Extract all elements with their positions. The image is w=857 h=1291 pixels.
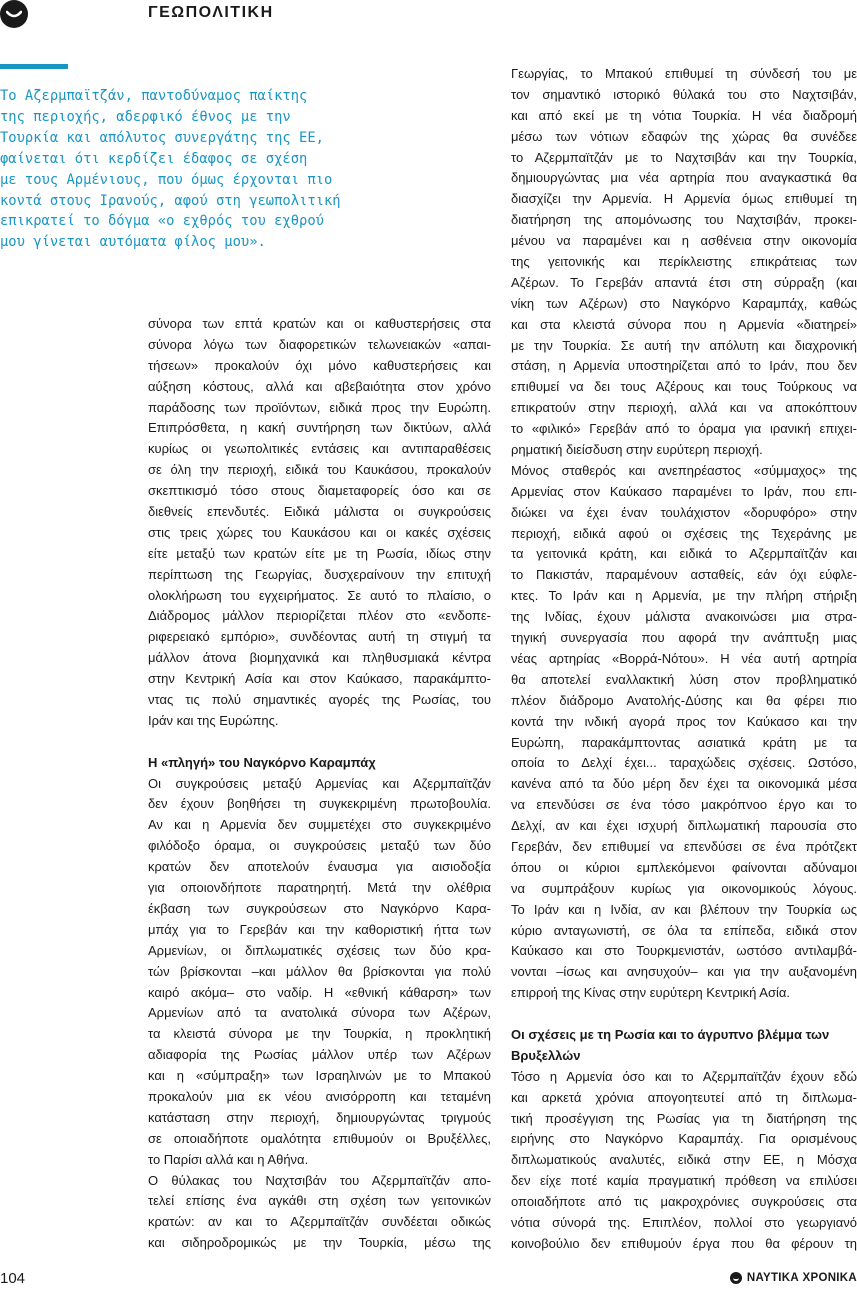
text-line: νότια σύνορά της. Επιπλέον, πολλοί στο γεωργιανό [511,1214,857,1230]
text-line: Αρμενίας στον Καύκασο παραμένει το Ιράν, που επι- [511,483,857,499]
text-line: κατάσταση στην περιοχή, δημιουργώντας τριγμούς [148,1109,491,1125]
text-line: ριφερειακό εμπόριο», συνδέοντας αυτή τη στιγμή τα [148,629,491,645]
text-line: τα κλειστά σύνορα με την Τουρκία, η προκλητική [148,1026,491,1042]
text-line: τών βρίσκονται –και μάλλον θα βρίσκονται για πολύ [148,963,491,979]
text-line: περίπτωση της Γεωργίας, δυσχεραίνουν την επιτυχή [148,566,491,582]
subheading: Βρυξελλών [511,1047,581,1063]
text-line: ολοκλήρωση του εγχειρήματος. Σε αυτό το πλαίσιο, ο [148,587,491,603]
text-line: τηγική συνεργασία που αφορά την ανάπτυξη μιας [511,630,857,646]
text-line: τήσεων» προκαλούν όχι μόνο καθυστερήσεις και [148,357,491,373]
text-line: Επιπρόσθετα, η κακή συντήρηση των δικτύων, αλλά [148,420,491,436]
text-line: έκβαση των συγκρούσεων στο Ναγκόρνο Καρα- [148,900,491,916]
text-line: διατήρηση της απομόνωσης του Ναχτσιβάν, προκει- [511,212,857,228]
text-line: Αζέρων. Το Γερεβάν απαντά έτσι στη σύρραξη (και [511,274,857,290]
text-line: καιρό ακόμα– στο ναδίρ. Η «εθνική κάθαρση» των [148,984,491,1000]
text-line: επιρροή της Κίνας στην ευρύτερη Κεντρική Ασία. [511,985,791,1001]
pullquote-line: μου γίνεται αυτόματα φίλος μου». [0,234,266,251]
text-line: οποιαδήποτε από τις μακροχρόνιες συγκρούσεις στα [511,1194,857,1210]
pullquote-line: της περιοχής, αδερφικό έθνος με την [0,108,291,125]
text-line: κοινοβούλιο δεν επιθυμούν έργα που θα φέρουν τη [511,1235,857,1251]
footer-brand [730,1272,857,1284]
text-line: κρατών: αν και το Αζερμπαϊτζάν συνδέεται οδικώς [148,1214,491,1230]
text-line: μένου να παραμένει και η ασθένεια στην οικονομία [511,233,857,249]
text-line: περιοχή, ειδικά αφού οι σχέσεις της Τεχεράνης με [511,525,857,541]
text-line: Αν και η Αρμενία δεν συμμετέχει στο συγκεκριμένο [148,817,491,833]
text-line: θα αποτελεί εναλλακτική λύση στον προβληματικό [511,671,857,687]
text-line: και σιδηροδρομικώς με την Τουρκία, μέσω της [148,1235,491,1251]
text-line: ρηματική διείσδυση στην ευρύτερη περιοχή. [511,442,763,458]
text-line: στις τρεις χώρες του Καυκάσου και οι κακές σχέσεις [148,524,491,540]
text-line: δεν είχε ποτέ καμία πραγματική πρόθεση να επιλύσει [511,1173,857,1189]
text-line: κυρίως οι γεωπολιτικές εντάσεις και αντιπαραθέσεις [148,441,491,457]
pullquote-line: Το Αζερμπαϊτζάν, παντοδύναμος παίκτης [0,88,308,104]
text-line: για οποιονδήποτε παρατηρητή. Μετά την ολέθρια [148,880,491,896]
left-column [148,314,491,1254]
text-line: διασχίζει την Αρμενία. Η Αρμενία όμως επιθυμεί τη [511,191,857,207]
text-line: ειρήνης στο Ναγκόρνο Καραμπάχ. Για ορισμένους [511,1131,857,1147]
text-line: τελεί επίσης ένα αγκάθι στη σχέση των γειτονικών [148,1193,491,1209]
text-line: Ο θύλακας του Ναχτσιβάν του Αζερμπαϊτζάν απο- [148,1172,491,1188]
text-line: νίκη των Αζέρων) στο Ναγκόρνο Καραμπάχ, καθώς [511,295,857,311]
text-line: το Πακιστάν, παραμένουν ασταθείς, εάν όχι εύφλε- [511,567,857,583]
text-line: κανένα από τα δύο μέρη δεν έχει τα οικονομικά μέσα [511,776,857,792]
text-line: φιλόδοξο όραμα, οι συγκρούσεις μεταξύ των δύο [148,838,491,854]
text-line: τα γειτονικά κράτη, και ειδικά το Αζερμπαϊτζάν και [511,546,857,562]
text-line: διεθνείς επενδυτές. Ειδικά μάλιστα οι συγκρούσεις [148,504,491,520]
text-line: είτε μεταξύ των κρατών είτε με τη Ρωσία, ιδίως στην [148,545,491,561]
text-line: της γειτονικής και περίκλειστης επικράτειας των [511,254,857,270]
text-line: στάση, η Αρμενία υποστηρίζεται από το Ιράν, που δεν [511,358,857,374]
text-line: σε οποιαδήποτε ομαλότητα επιθυμούν οι Βρυξέλλες, [148,1130,491,1146]
text-line: διπλωματικούς αναλυτές, ειδικά στην ΕΕ, η Μόσχα [511,1152,857,1168]
text-line: κύριο ανταγωνιστή, σε όλα τα επίπεδα, ειδικά στον [511,922,857,938]
text-line: επιθυμεί να δει τους Αζέρους και τους Τούρκους να [511,379,857,395]
section-title: ΓΕΩΠΟΛΙΤΙΚΗ [148,4,274,21]
text-line: επικρατούν στην περιοχή, αλλά και να αποκόπτουν [511,400,857,416]
pullquote-line: κοντά στους Ιρανούς, αφού στη γεωπολιτική [0,192,341,209]
text-line: κρατών δεν αποτελούν έναυσμα για αισιοδοξία [148,859,491,875]
text-line: Μόνος σταθερός και ανεπηρέαστος «σύμμαχος» της [511,462,857,478]
text-line: όπου οι κύριοι εμπλεκόμενοι φαίνονται αδύναμοι [511,859,857,875]
text-line: Οι συγκρούσεις μεταξύ Αρμενίας και Αζερμπαϊτζάν [148,775,491,791]
text-line: Γεωργίας, το Μπακού επιθυμεί τη σύνδεσή του με [511,66,857,81]
text-line: και αρκετά χρόνια απογοητευτεί από τη διπλωμα- [511,1089,857,1105]
text-line: διώκει να έχει έναν τουλάχιστον «δορυφόρο» στην [511,504,857,520]
magazine-logo-icon [0,0,28,28]
text-line: και στα κλειστά σύνορα που η Αρμενία «διατηρεί» [511,316,857,332]
brand-logo-icon [730,1272,742,1284]
text-line: αδιαφορία της Ρωσίας μάλλον υπέρ των Αζέρων [148,1047,491,1063]
text-line: Διάδρομος μάλλον περιορίζεται πλέον στο «ενδοπε- [148,608,491,624]
text-line: να συμπράξουν κυρίως για οικονομικούς λόγους. [511,880,857,896]
text-line: να επενδύσει σε ένα τόσο μακρόπνοο έργο και το [511,797,857,813]
text-line: δεν έχουν βοηθήσει τη συγκεκριμένη πρωτοβουλία. [148,796,491,812]
subheading: Η «πληγή» του Ναγκόρνο Καραμπάχ [148,754,376,770]
text-line: νέας αρτηρίας «Βορρά-Νότου». Η νέα αυτή αρτηρία [511,650,857,666]
text-line: Καύκασο και στο Τουρκμενιστάν, ωστόσο αντιλαμβά- [511,943,857,959]
subheading: Οι σχέσεις με τη Ρωσία και το άγρυπνο βλέμμα των [511,1026,830,1042]
text-line: νονται –ίσως και ανησυχούν– και για την αυξανομένη [511,964,857,980]
text-line: Δελχί, αν και έχει ισχυρή διπλωματική παρουσία στο [511,818,857,834]
pullquote-line: Τουρκία και απόλυτος συνεργάτης της ΕΕ, [0,129,324,146]
text-line: Αρμενίων, οι διπλωματικές σχέσεις των δύο κρα- [148,942,491,958]
pullquote [0,86,420,253]
text-line: με την Τουρκία. Σε αυτή την απόλυτη και διαχρονική [511,337,857,353]
text-line: μπάχ για το Γερεβάν και την καθοριστική ήττα των [148,921,491,937]
wave-icon [6,7,22,21]
text-line: το Αζερμπαϊτζάν με το Ναχτσιβάν και την Τουρκία, [511,149,857,165]
text-line: παράδοσης των προϊόντων, ειδικά προς την Ευρώπη. [148,399,491,415]
text-line: σύνορα λόγω των διαφορετικών τελωνειακών «απαι- [148,336,491,352]
text-line: μάλλον άτονα βιομηχανικά και πληθυσμιακά κέντρα [148,650,491,666]
brand-name: ΝΑΥΤΙΚΑ ΧΡΟΝΙΚΑ [746,1272,857,1284]
text-line: και από εκεί με τη νότια Τουρκία. Η νέα διαδρομή [511,107,857,123]
page-number: 104 [0,1270,26,1287]
text-line: Το Ιράν και η Ινδία, αν και βλέπουν την Τουρκία ως [511,901,857,917]
text-line: σύνορα των επτά κρατών και οι καθυστερήσεις στα [148,316,491,331]
text-line: δημιουργώντας μια νέα αρτηρία που αναγκαστικά θα [511,170,857,186]
text-line: τική προσέγγιση της Ρωσίας για τη διατήρηση της [511,1110,857,1126]
right-column [511,64,857,1255]
text-line: αύξηση κόστους, αλλά και αβεβαιότητα στον χρόνο [148,378,491,394]
text-line: ντας τις πολύ σημαντικές αγορές της Ρωσίας, του [148,692,491,708]
text-line: τον σημαντικό ιστορικό θύλακά του στο Ναχτσιβάν, [511,86,857,102]
text-line: μέσω των νότιων εδαφών της χώρας θα συνέδεε [511,128,857,144]
text-line: Ιράν και της Ευρώπης. [148,712,279,728]
text-line: πλέον διάδρομο Ανατολής-Δύσης και θα φέρει πιο [511,692,857,708]
text-line: και η «σύμπραξη» των Ισραηλινών με το Μπακού [148,1068,491,1084]
text-line: οποία το Δελχί έχει... ταραχώδεις σχέσεις. Ωστόσο, [511,755,857,771]
text-line: σε όλη την περιοχή, ειδικά του Καυκάσου, προκαλούν [148,462,491,478]
text-line: κοντά την ινδική αγορά προς τον Καύκασο και την [511,713,857,729]
pullquote-line: επικρατεί το δόγμα «ο εχθρός του εχθρού [0,213,324,230]
text-line: κτες. Το Ιράν και η Αρμενία, με την πλήρη στήριξη [511,588,857,604]
text-line: το Παρίσι αλλά και η Αθήνα. [148,1151,309,1167]
pullquote-line: με τους Αρμένιους, που όμως έρχονται πιο [0,171,333,188]
text-line: Ευρώπη, παρακάμπτοντας ασιατικά κράτη με τα [511,734,857,750]
text-line: σκεπτικισμό τόσο στους διαμεταφορείς όσο και σε [148,483,491,499]
pullquote-rule [0,64,68,69]
text-line: Αρμενίων από τα ανατολικά σύνορα των Αζέρων, [148,1005,491,1021]
text-line: της Ινδίας, έχουν μάλιστα ανακοινώσει μια στρα- [511,609,857,625]
text-line: στην Κεντρική Ασία και στον Καύκασο, παρακάμπτο- [148,671,491,687]
text-line: Γερεβάν, δεν επιθυμεί να επενδύσει σε ένα πρότζεκτ [511,838,857,854]
pullquote-line: φαίνεται ότι κερδίζει έδαφος σε σχέση [0,150,308,167]
text-line: Τόσο η Αρμενία όσο και το Αζερμπαϊτζάν έχουν εδώ [511,1068,857,1084]
text-line: το «φιλικό» Γερεβάν από το όραμα για ιρανική επιχει- [511,421,857,437]
text-line: προκαλούν μια εκ νέου ανισόρροπη και τεταμένη [148,1088,491,1104]
